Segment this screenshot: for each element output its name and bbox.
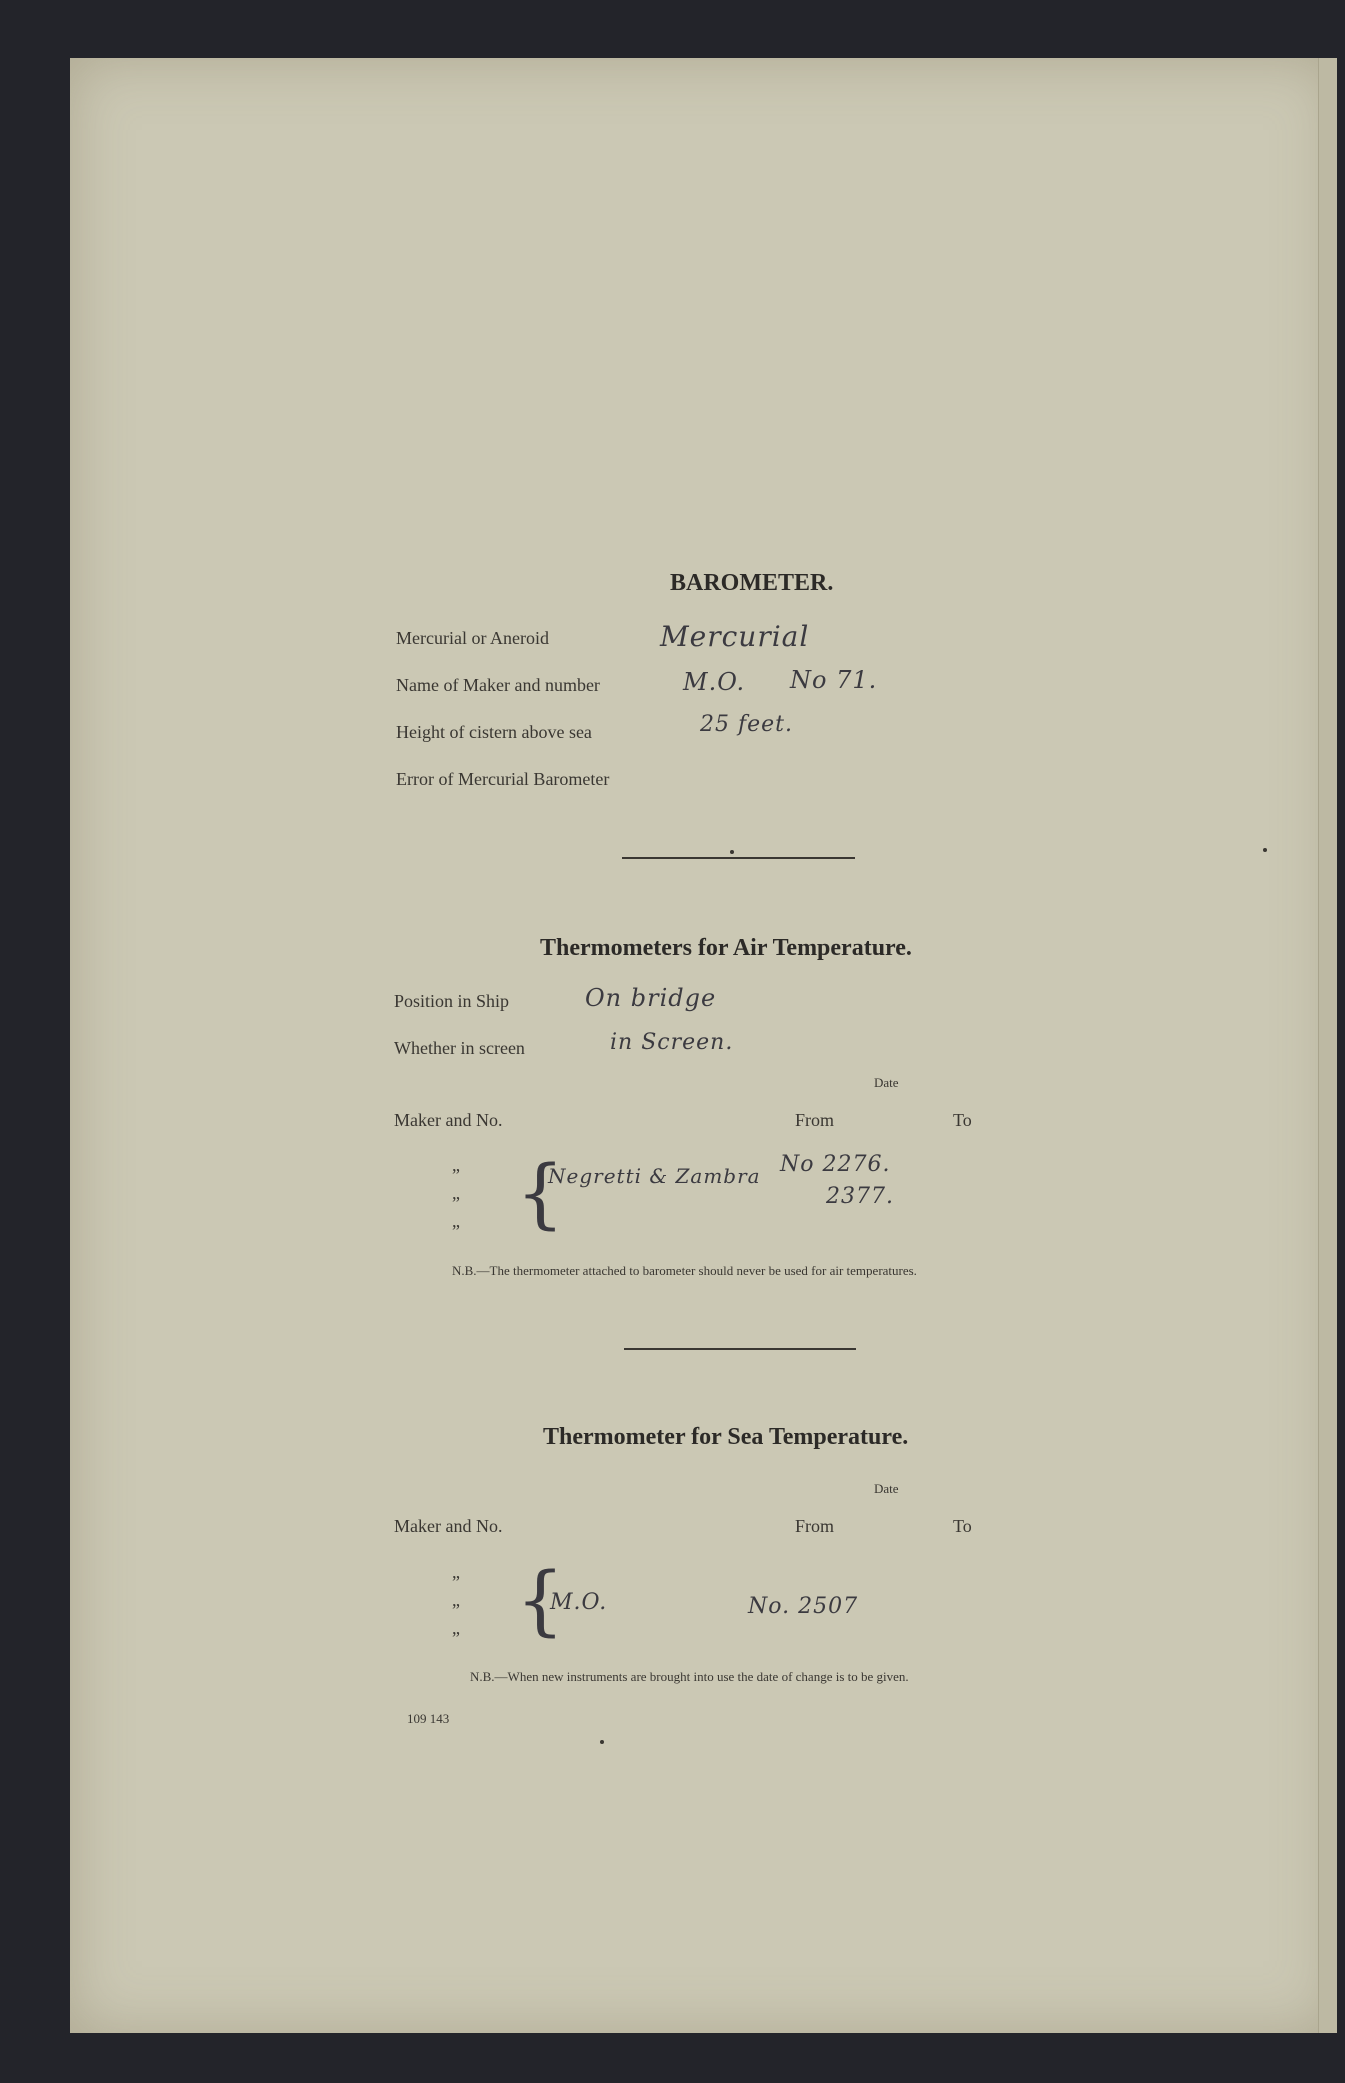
sea-date-label: Date xyxy=(874,1481,899,1496)
paper-speck xyxy=(730,850,734,854)
sea-number: No. 2507 xyxy=(748,1594,859,1619)
sea-note: N.B.—When new instruments are brought into use the date of change is to be given. xyxy=(470,1669,909,1684)
section-divider-2 xyxy=(624,1348,856,1350)
sea-from-label: From xyxy=(795,1516,835,1536)
paper-speck xyxy=(1263,848,1267,852)
mercurial-value: Mercurial xyxy=(660,620,810,653)
air-maker-value: Negretti & Zambra xyxy=(548,1164,761,1188)
barometer-error-label: Error of Mercurial Barometer xyxy=(396,769,610,789)
sea-ditto-1: ” xyxy=(452,1572,460,1592)
sea-ditto-2: ” xyxy=(452,1600,460,1620)
air-number-1: No 2276. xyxy=(780,1152,891,1177)
air-maker-label: Maker and No. xyxy=(394,1110,503,1130)
page-edge xyxy=(1318,58,1337,2033)
paper-speck xyxy=(600,1740,604,1744)
maker-number-label: Name of Maker and number xyxy=(396,675,600,695)
screen-label: Whether in screen xyxy=(394,1038,525,1058)
section-divider-1 xyxy=(622,857,855,859)
air-ditto-3: ” xyxy=(452,1221,460,1241)
cistern-height-label: Height of cistern above sea xyxy=(396,722,592,742)
sea-maker-label: Maker and No. xyxy=(394,1516,503,1536)
air-ditto-2: ” xyxy=(452,1193,460,1213)
air-note: N.B.—The thermometer attached to barometer should never be used for air temperatures. xyxy=(452,1263,917,1278)
mercurial-label: Mercurial or Aneroid xyxy=(396,628,549,648)
air-ditto-1: ” xyxy=(452,1165,460,1185)
air-brace: { xyxy=(516,1148,565,1237)
air-date-label: Date xyxy=(874,1075,899,1090)
sea-ditto-3: ” xyxy=(452,1628,460,1648)
screen-value: in Screen. xyxy=(610,1030,734,1055)
air-heading: Thermometers for Air Temperature. xyxy=(540,935,912,961)
footer-code: 109 143 xyxy=(407,1711,450,1726)
barometer-heading: BAROMETER. xyxy=(670,570,834,596)
air-from-label: From xyxy=(795,1110,835,1130)
position-label: Position in Ship xyxy=(394,991,510,1011)
air-to-label: To xyxy=(953,1110,972,1130)
cistern-height-value: 25 feet. xyxy=(700,712,794,737)
air-number-2: 2377. xyxy=(826,1184,894,1209)
maker-value: M.O. xyxy=(683,668,746,696)
sea-brace: { xyxy=(516,1555,565,1644)
position-value: On bridge xyxy=(585,984,717,1012)
sea-maker-value: M.O. xyxy=(550,1590,608,1615)
sea-to-label: To xyxy=(953,1516,972,1536)
sea-heading: Thermometer for Sea Temperature. xyxy=(543,1424,909,1450)
maker-number-value: No 71. xyxy=(790,666,878,694)
